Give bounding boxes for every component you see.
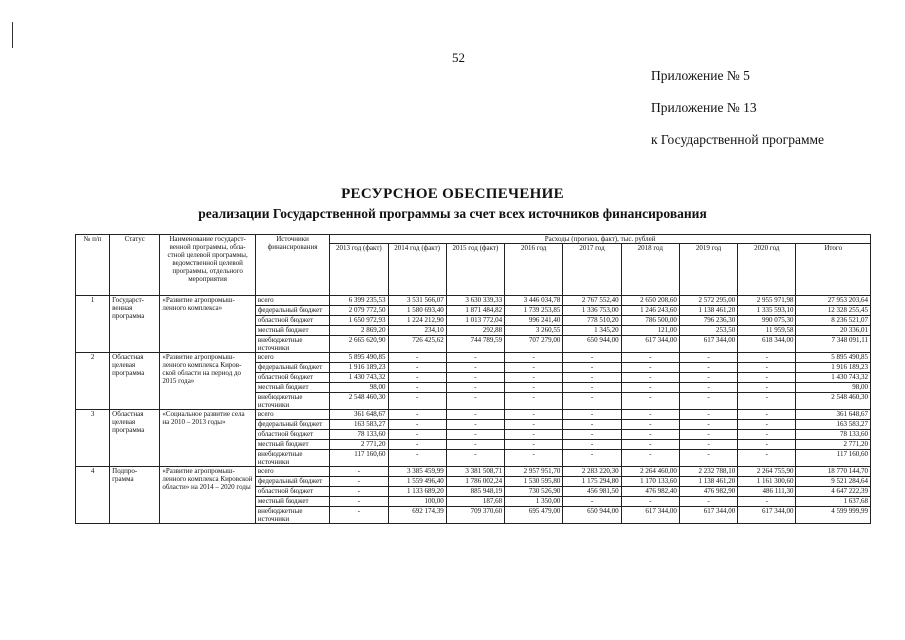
value-cell: - [505,363,563,373]
value-cell: 3 446 034,78 [505,296,563,306]
table-row [76,296,871,306]
total-cell: 163 583,27 [796,420,871,430]
row-number: 3 [76,410,110,467]
value-cell: - [738,393,796,410]
value-cell: - [679,363,737,373]
value-cell: 121,00 [621,326,679,336]
table-row [76,410,871,420]
total-cell: 4 599 999,99 [796,507,871,524]
value-cell: 650 944,00 [563,507,621,524]
document-subtitle: реализации Государственной программы за счет всех источников финансирования [198,206,707,221]
value-cell: 1 335 593,10 [738,306,796,316]
value-cell: 2 264 460,00 [621,467,679,477]
value-cell: 617 344,00 [679,336,737,353]
value-cell: - [388,410,446,420]
value-cell: 2 232 788,10 [679,467,737,477]
row-source: внебюджетные источники [255,450,329,467]
value-cell: - [505,450,563,467]
header-year: 2016 год [505,244,563,296]
value-cell: - [563,497,621,507]
value-cell: - [388,353,446,363]
value-cell: 117 160,60 [330,450,388,467]
value-cell: 2 771,20 [330,440,388,450]
appendix-line-2: Приложение № 13 [651,100,757,115]
total-cell: 361 648,67 [796,410,871,420]
row-source: всего [255,296,329,306]
value-cell: - [621,497,679,507]
value-cell: 1 170 133,60 [621,477,679,487]
value-cell: 692 174,39 [388,507,446,524]
value-cell: - [621,383,679,393]
value-cell: 2 283 220,30 [563,467,621,477]
value-cell: - [563,383,621,393]
value-cell: 3 385 459,99 [388,467,446,477]
value-cell: 617 344,00 [738,507,796,524]
value-cell: - [446,353,504,363]
total-cell: 1 637,68 [796,497,871,507]
row-source: всего [255,467,329,477]
value-cell: 730 526,90 [505,487,563,497]
row-status: Областная целевая программа [110,410,160,467]
header-year: 2013 год (факт) [330,244,388,296]
row-name: «Социальное развитие села на 2010 – 2013 годы» [160,410,255,467]
value-cell: 618 344,00 [738,336,796,353]
value-cell: 234,10 [388,326,446,336]
value-cell: - [679,450,737,467]
value-cell: - [505,373,563,383]
header-total: Итого [796,244,871,296]
value-cell: - [679,373,737,383]
value-cell: 486 111,30 [738,487,796,497]
value-cell: - [621,363,679,373]
value-cell: 5 895 490,85 [330,353,388,363]
value-cell: - [330,507,388,524]
header-source: Источники финансирования [255,235,329,296]
value-cell: 1 916 189,23 [330,363,388,373]
row-name: «Развитие агропромыш-ленного комплекса Кировской области» на 2014 – 2020 годы [160,467,255,524]
total-cell: 2 771,20 [796,440,871,450]
value-cell: 996 241,40 [505,316,563,326]
value-cell: - [505,393,563,410]
value-cell: 1 530 595,80 [505,477,563,487]
value-cell: - [563,440,621,450]
value-cell: - [330,477,388,487]
value-cell: 707 279,00 [505,336,563,353]
row-name: «Развитие агропромыш-ленного комплекса Киров-ской области на период до 2015 года» [160,353,255,410]
value-cell: - [446,430,504,440]
value-cell: 292,88 [446,326,504,336]
value-cell: 1 013 772,04 [446,316,504,326]
total-cell: 7 348 091,11 [796,336,871,353]
value-cell: 1 580 693,40 [388,306,446,316]
row-source: федеральный бюджет [255,477,329,487]
value-cell: 1 175 294,80 [563,477,621,487]
total-cell: 4 647 222,39 [796,487,871,497]
header-year: 2019 год [679,244,737,296]
row-source: всего [255,410,329,420]
value-cell: - [388,440,446,450]
value-cell: 786 500,00 [621,316,679,326]
row-source: местный бюджет [255,326,329,336]
value-cell: 796 236,30 [679,316,737,326]
value-cell: 163 583,27 [330,420,388,430]
row-number: 1 [76,296,110,353]
value-cell: 2 955 971,98 [738,296,796,306]
value-cell: - [679,440,737,450]
value-cell: - [738,450,796,467]
value-cell: - [738,373,796,383]
value-cell: - [505,440,563,450]
value-cell: 187,68 [446,497,504,507]
value-cell: 2 767 552,40 [563,296,621,306]
value-cell: 2 650 208,60 [621,296,679,306]
value-cell: 78 133,60 [330,430,388,440]
value-cell: 100,00 [388,497,446,507]
value-cell: 650 944,00 [563,336,621,353]
value-cell: - [388,420,446,430]
row-status: Государст-венная программа [110,296,160,353]
value-cell: - [621,373,679,383]
total-cell: 5 895 490,85 [796,353,871,363]
total-cell: 9 521 284,64 [796,477,871,487]
value-cell: - [446,393,504,410]
value-cell: - [679,420,737,430]
value-cell: - [388,430,446,440]
value-cell: 253,50 [679,326,737,336]
row-number: 4 [76,467,110,524]
value-cell: 6 399 235,53 [330,296,388,306]
total-cell: 2 548 460,30 [796,393,871,410]
row-source: федеральный бюджет [255,306,329,316]
value-cell: - [388,363,446,373]
total-cell: 1 430 743,32 [796,373,871,383]
row-status: Областная целевая программа [110,353,160,410]
value-cell: - [446,410,504,420]
row-source: внебюджетные источники [255,393,329,410]
value-cell: 1 246 243,60 [621,306,679,316]
value-cell: 1 559 496,40 [388,477,446,487]
row-source: внебюджетные источники [255,336,329,353]
value-cell: - [738,440,796,450]
header-year: 2017 год [563,244,621,296]
header-year: 2018 год [621,244,679,296]
row-source: всего [255,353,329,363]
header-status: Статус [110,235,160,296]
total-cell: 20 336,01 [796,326,871,336]
value-cell: - [388,393,446,410]
row-source: федеральный бюджет [255,420,329,430]
total-cell: 8 236 521,07 [796,316,871,326]
value-cell: 2 665 620,90 [330,336,388,353]
value-cell: - [330,487,388,497]
value-cell: - [563,373,621,383]
value-cell: - [738,430,796,440]
value-cell: 744 789,59 [446,336,504,353]
row-source: местный бюджет [255,497,329,507]
header-year: 2014 год (факт) [388,244,446,296]
value-cell: - [446,373,504,383]
value-cell: - [446,383,504,393]
value-cell: 778 510,20 [563,316,621,326]
value-cell: - [505,410,563,420]
value-cell: - [738,497,796,507]
total-cell: 1 916 189,23 [796,363,871,373]
value-cell: 476 982,40 [621,487,679,497]
page-number: 52 [452,50,465,65]
value-cell: - [563,363,621,373]
value-cell: 990 075,30 [738,316,796,326]
resource-table [75,234,871,524]
value-cell: - [621,430,679,440]
row-name: «Развитие агропромыш-ленного комплекса» [160,296,255,353]
value-cell: 1 350,00 [505,497,563,507]
row-status: Подпро-грамма [110,467,160,524]
value-cell: - [738,383,796,393]
header-num: № п/п [76,235,110,296]
value-cell: 1 786 002,24 [446,477,504,487]
total-cell: 18 770 144,70 [796,467,871,477]
total-cell: 78 133,60 [796,430,871,440]
value-cell: - [446,363,504,373]
value-cell: 709 370,60 [446,507,504,524]
margin-mark [12,22,13,48]
value-cell: 98,00 [330,383,388,393]
value-cell: 726 425,62 [388,336,446,353]
value-cell: - [621,420,679,430]
value-cell: 617 344,00 [621,507,679,524]
value-cell: - [679,353,737,363]
value-cell: - [679,383,737,393]
value-cell: 476 982,90 [679,487,737,497]
value-cell: 617 344,00 [621,336,679,353]
value-cell: 2 572 295,00 [679,296,737,306]
header-year: 2015 год (факт) [446,244,504,296]
value-cell: - [679,393,737,410]
row-source: федеральный бюджет [255,363,329,373]
value-cell: - [330,467,388,477]
value-cell: - [621,353,679,363]
value-cell: - [446,420,504,430]
table-row [76,467,871,477]
value-cell: 3 630 339,33 [446,296,504,306]
value-cell: 1 871 484,82 [446,306,504,316]
value-cell: 2 957 951,70 [505,467,563,477]
value-cell: - [621,393,679,410]
row-source: областной бюджет [255,430,329,440]
value-cell: - [738,353,796,363]
value-cell: 617 344,00 [679,507,737,524]
value-cell: - [505,353,563,363]
value-cell: - [388,383,446,393]
row-source: областной бюджет [255,316,329,326]
total-cell: 98,00 [796,383,871,393]
row-source: областной бюджет [255,373,329,383]
value-cell: - [563,420,621,430]
value-cell: 1 138 461,20 [679,477,737,487]
value-cell: - [563,393,621,410]
value-cell: - [679,497,737,507]
header-name: Наименование государст-венной программы, обла-стной целевой программы, ведомственной целевой программы, отдельного мероприятия [160,235,255,296]
value-cell: 1 161 300,60 [738,477,796,487]
value-cell: - [679,430,737,440]
value-cell: 2 869,20 [330,326,388,336]
total-cell: 12 328 255,45 [796,306,871,316]
value-cell: - [621,440,679,450]
value-cell: - [563,353,621,363]
value-cell: - [738,363,796,373]
value-cell: 1 224 212,90 [388,316,446,326]
value-cell: - [563,430,621,440]
row-source: внебюджетные источники [255,507,329,524]
table-row [76,353,871,363]
value-cell: - [388,450,446,467]
value-cell: 456 981,50 [563,487,621,497]
value-cell: - [621,450,679,467]
value-cell: - [505,383,563,393]
value-cell: - [505,420,563,430]
value-cell: 3 381 508,71 [446,467,504,477]
value-cell: 885 948,19 [446,487,504,497]
value-cell: 11 959,58 [738,326,796,336]
value-cell: 1 739 253,85 [505,306,563,316]
row-source: областной бюджет [255,487,329,497]
value-cell: 361 648,67 [330,410,388,420]
appendix-line-3: к Государственной программе [651,132,825,147]
value-cell: - [679,410,737,420]
row-source: местный бюджет [255,440,329,450]
value-cell: 1 650 972,93 [330,316,388,326]
value-cell: - [738,420,796,430]
header-year: 2020 год [738,244,796,296]
value-cell: - [563,410,621,420]
value-cell: 1 138 461,20 [679,306,737,316]
value-cell: - [388,373,446,383]
value-cell: 1 133 689,20 [388,487,446,497]
value-cell: 1 430 743,32 [330,373,388,383]
value-cell: 1 345,20 [563,326,621,336]
value-cell: - [446,450,504,467]
value-cell: - [446,440,504,450]
value-cell: - [505,430,563,440]
total-cell: 27 953 203,64 [796,296,871,306]
value-cell: 2 548 460,30 [330,393,388,410]
document-title: РЕСУРСНОЕ ОБЕСПЕЧЕНИЕ [341,186,564,202]
row-source: местный бюджет [255,383,329,393]
appendix-line-1: Приложение № 5 [651,68,750,83]
row-number: 2 [76,353,110,410]
header-expenses: Расходы (прогноз, факт), тыс. рублей [330,235,871,244]
value-cell: 2 264 755,90 [738,467,796,477]
value-cell: 3 260,55 [505,326,563,336]
value-cell: 2 079 772,50 [330,306,388,316]
value-cell: 1 336 753,00 [563,306,621,316]
value-cell: 3 531 566,07 [388,296,446,306]
total-cell: 117 160,60 [796,450,871,467]
value-cell: 695 479,00 [505,507,563,524]
value-cell: - [621,410,679,420]
value-cell: - [738,410,796,420]
value-cell: - [563,450,621,467]
value-cell: - [330,497,388,507]
